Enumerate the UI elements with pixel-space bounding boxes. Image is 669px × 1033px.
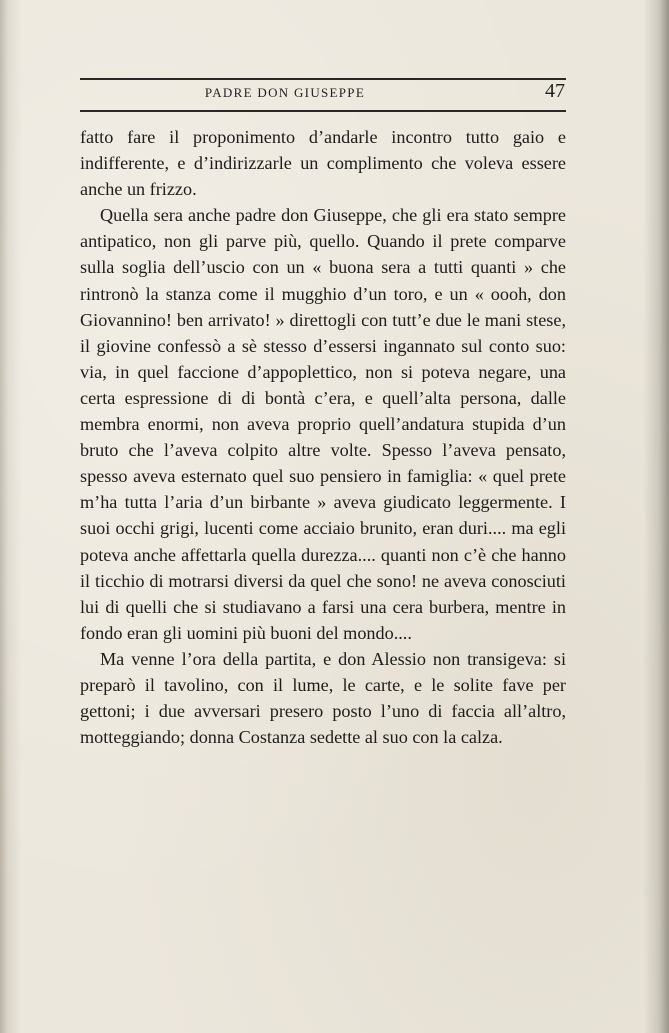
header-rule-top (80, 78, 566, 80)
paragraph-card-game: Ma venne l’ora della partita, e don Alessio non transigeva: si preparò il tavolino, con il lume, le carte, e le solite fave per gettoni; i due avversari presero posto l’uno di faccia all’altro, motteggiando; donna Costanza sedette al suo con la calza. (80, 648, 566, 748)
page-number: 47 (545, 80, 565, 102)
paragraph-don-giuseppe: Quella sera anche padre don Giuseppe, che gli era stato sempre antipatico, non gli parve più, quello. Quando il prete comparve sulla soglia dell’uscio con un « buona sera a tutti quanti » che rintronò la stanza come il mugghio d’un toro, e un « oooh, don Giovannino! ben arrivato! » direttogli con tutt’e due le mani stese, il giovine confessò a sè stesso d’essersi ingannato sul conto suo: via, in quel faccione d’appoplettico, non si poteva negare, una certa espressione di di bontà c’era, e quell’alta persona, dalle membra enormi, non aveva proprio quell’andatura stupida d’un bruto che l’aveva colpito altre volte. Spesso l’aveva pensato, spesso aveva esternato quel suo pensiero in famiglia: « quel prete m’ha tutta l’aria d’un birbante » aveva giudicato leggermente. I suoi occhi grigi, lucenti come acciaio brunito, eran duri.... ma egli poteva anche affettarla quella durezza.... quanti non c’è che hanno il ticchio di motrarsi diversi da quel che sono! ne aveva conosciuti lui di quelli che si studiavano a farsi una cera burbera, mentre in fondo eran gli uomini più buoni del mondo.... (80, 205, 566, 643)
running-title: PADRE DON GIUSEPPE (204, 85, 366, 100)
paragraph-continuation: fatto fare il proponimento d’andarle incontro tutto gaio e indifferente, e d’indirizzarle un complimento che voleva essere anche un frizzo. (80, 127, 566, 200)
header-rule-bottom (80, 110, 566, 112)
body-text (80, 124, 566, 750)
